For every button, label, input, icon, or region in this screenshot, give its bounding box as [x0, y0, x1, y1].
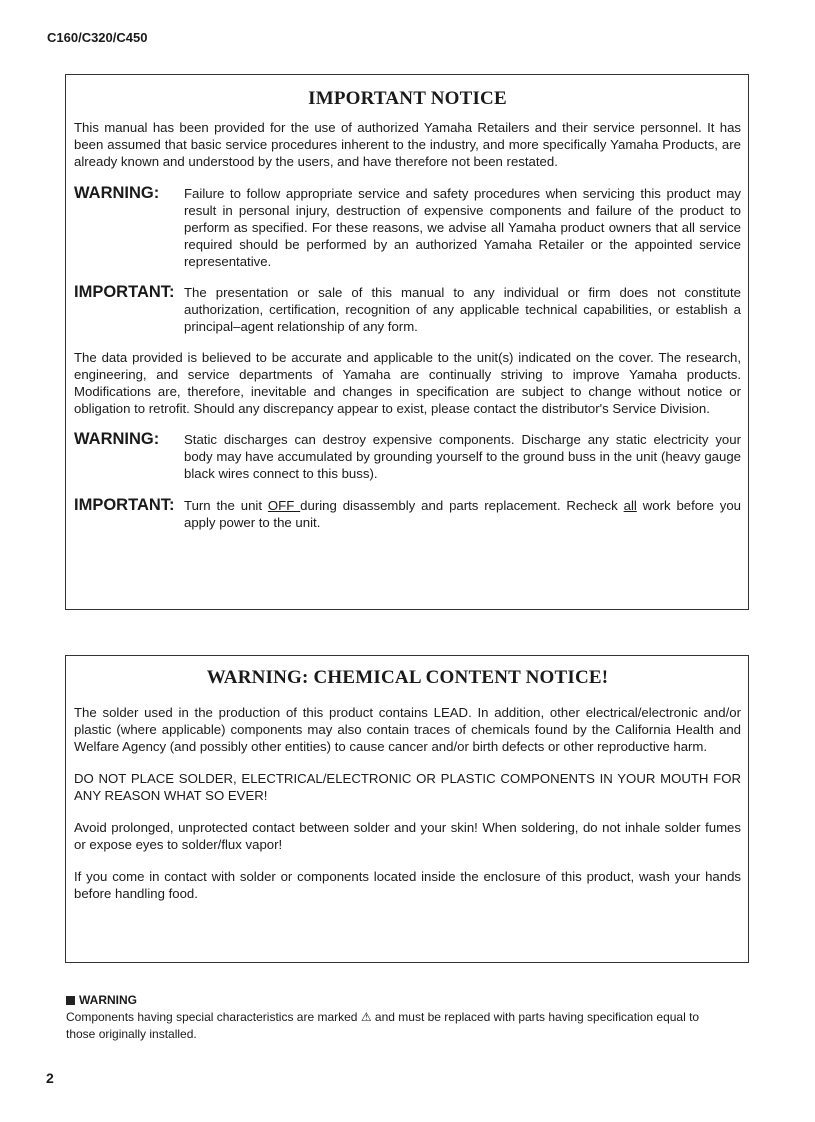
warning-text: Failure to follow appropriate service and safety procedures when servicing this product may result in personal injury, destruction of expensive components and failure of the product to perform as specified. For these reasons, we advise all Yamaha product owners that all service required should be performed by an authorized Yamaha Retailer or the appointed service representative. [184, 186, 741, 269]
important-text-part: work before you apply power to the unit. [184, 498, 741, 530]
important-label: IMPORTANT: [74, 283, 175, 301]
important-text: The presentation or sale of this manual to any individual or firm does not constitute authorization, certification, recognition of any applicable technical capabilities, or establish a principal–agent relationship of any form. [184, 285, 741, 334]
intro-paragraph: This manual has been provided for the use of authorized Yamaha Retailers and their service personnel. It has been assumed that basic service procedures inherent to the industry, and more specifically Yamaha Products, are already known and understood by the users, and have therefore not been restated. [74, 120, 741, 169]
document-model-header: C160/C320/C450 [47, 30, 148, 45]
warning-block-1 [74, 184, 741, 270]
lead-content-paragraph: The solder used in the production of this product contains LEAD. In addition, other electrical/electronic and/or plastic (where applicable) components may also contain traces of chemicals found by the California Health and Welfare Agency (and possibly other entities) to cause cancer and/or birth defects or other reproductive harm. [74, 705, 741, 754]
warning-note-text-part: Components having special characteristics are marked [66, 1010, 361, 1024]
data-accuracy-paragraph: The data provided is believed to be accurate and applicable to the unit(s) indicated on the cover. The research, engineering, and service departments of Yamaha are continually striving to improve Yamaha products. Modifications are, therefore, inevitable and changes in specification are subject to change without notice or obligation to retrofit. Should any discrepancy appear to exist, please contact the distributor's Service Division. [74, 350, 741, 416]
warning-text: Static discharges can destroy expensive components. Discharge any static electricity your body may have accumulated by grounding yourself to the ground buss in the unit (heavy gauge black wires connect to this buss). [184, 432, 741, 481]
important-text-part: Turn the unit [184, 498, 268, 513]
component-warning-note [66, 993, 706, 1043]
important-text-part: during disassembly and parts replacement. Recheck [300, 498, 624, 513]
important-block-1 [74, 283, 741, 335]
warning-block-2 [74, 430, 741, 482]
warning-label: WARNING: [74, 430, 160, 448]
important-notice-title: IMPORTANT NOTICE [308, 88, 507, 109]
avoid-contact-paragraph: Avoid prolonged, unprotected contact between solder and your skin! When soldering, do not inhale solder fumes or expose eyes to solder/flux vapor! [74, 820, 741, 852]
warning-note-text-part: and must be replaced with parts having specification equal to those originally installed. [66, 1010, 700, 1041]
warning-note-heading-text: WARNING [79, 993, 137, 1007]
wash-hands-paragraph: If you come in contact with solder or components located inside the enclosure of this product, wash your hands before handling food. [74, 869, 741, 901]
do-not-place-paragraph: DO NOT PLACE SOLDER, ELECTRICAL/ELECTRONIC OR PLASTIC COMPONENTS IN YOUR MOUTH FOR ANY REASON WHAT SO EVER! [74, 771, 741, 803]
all-underlined: all [623, 498, 637, 513]
important-text [184, 496, 741, 531]
warning-label: WARNING: [74, 184, 160, 202]
important-block-2 [74, 496, 741, 531]
chemical-notice-box [65, 655, 749, 963]
important-notice-box [65, 74, 749, 610]
warning-note-heading [66, 993, 706, 1007]
off-underlined: OFF [267, 498, 301, 513]
warning-note-text [66, 1009, 706, 1043]
page-number: 2 [46, 1070, 54, 1086]
chemical-notice-title: WARNING: CHEMICAL CONTENT NOTICE! [206, 667, 609, 688]
important-label: IMPORTANT: [74, 496, 175, 514]
caution-triangle-icon: ⚠ [360, 1010, 372, 1024]
black-square-icon [66, 996, 75, 1005]
